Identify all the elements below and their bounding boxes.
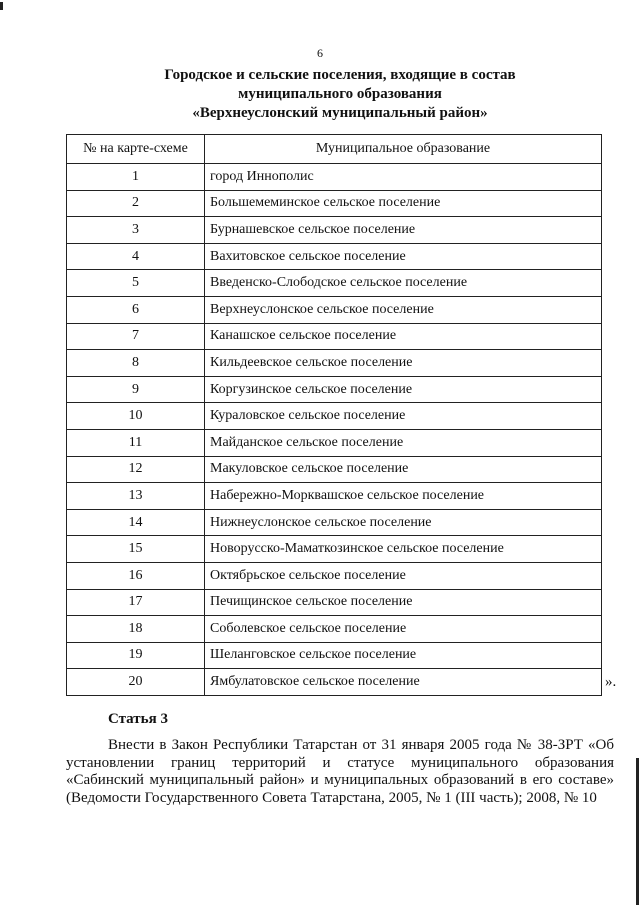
table-row bbox=[67, 243, 602, 270]
row-name: Вахитовское сельское поселение bbox=[205, 243, 602, 270]
row-number: 11 bbox=[67, 429, 205, 456]
municipality-table bbox=[66, 134, 602, 696]
title-line: Городское и сельские поселения, входящие в состав bbox=[164, 67, 516, 83]
table-row bbox=[67, 350, 602, 377]
row-name: Октябрьское сельское поселение bbox=[205, 562, 602, 589]
title-line: муниципального образования bbox=[238, 86, 442, 102]
row-name: Большемеминское сельское поселение bbox=[205, 190, 602, 217]
table-row bbox=[67, 642, 602, 669]
title-line: «Верхнеуслонский муниципальный район» bbox=[192, 105, 488, 121]
table-row bbox=[67, 376, 602, 403]
table-row bbox=[67, 483, 602, 510]
row-number: 2 bbox=[67, 190, 205, 217]
row-name: город Иннополис bbox=[205, 164, 602, 191]
table-row bbox=[67, 429, 602, 456]
row-name: Набережно-Морквашское сельское поселение bbox=[205, 483, 602, 510]
row-number: 10 bbox=[67, 403, 205, 430]
table-row bbox=[67, 562, 602, 589]
row-number: 5 bbox=[67, 270, 205, 297]
row-number: 18 bbox=[67, 616, 205, 643]
row-name: Канашское сельское поселение bbox=[205, 323, 602, 350]
row-name: Нижнеуслонское сельское поселение bbox=[205, 509, 602, 536]
table-row bbox=[67, 589, 602, 616]
table-row bbox=[67, 296, 602, 323]
row-number: 7 bbox=[67, 323, 205, 350]
row-number: 3 bbox=[67, 217, 205, 244]
row-number: 1 bbox=[67, 164, 205, 191]
row-name: Новорусско-Маматкозинское сельское поселение bbox=[205, 536, 602, 563]
row-name: Бурнашевское сельское поселение bbox=[205, 217, 602, 244]
document-title bbox=[60, 66, 620, 123]
row-name: Майданское сельское поселение bbox=[205, 429, 602, 456]
row-number: 19 bbox=[67, 642, 205, 669]
row-number: 8 bbox=[67, 350, 205, 377]
row-number: 9 bbox=[67, 376, 205, 403]
table-row bbox=[67, 323, 602, 350]
header-municipality: Муниципальное образование bbox=[205, 135, 602, 164]
row-number: 13 bbox=[67, 483, 205, 510]
table-row bbox=[67, 217, 602, 244]
row-number: 6 bbox=[67, 296, 205, 323]
row-name: Кильдеевское сельское поселение bbox=[205, 350, 602, 377]
table-row bbox=[67, 509, 602, 536]
row-name: Введенско-Слободское сельское поселение bbox=[205, 270, 602, 297]
row-number: 4 bbox=[67, 243, 205, 270]
table-header-row bbox=[67, 135, 602, 164]
row-number: 16 bbox=[67, 562, 205, 589]
row-name: Верхнеуслонское сельское поселение bbox=[205, 296, 602, 323]
header-map-number: № на карте-схеме bbox=[67, 135, 205, 164]
table-row bbox=[67, 616, 602, 643]
row-number: 15 bbox=[67, 536, 205, 563]
table-row bbox=[67, 456, 602, 483]
row-number: 12 bbox=[67, 456, 205, 483]
row-number: 20 bbox=[67, 669, 205, 696]
row-name: Соболевское сельское поселение bbox=[205, 616, 602, 643]
row-number: 17 bbox=[67, 589, 205, 616]
row-name: Шеланговское сельское поселение bbox=[205, 642, 602, 669]
row-name: Ямбулатовское сельское поселение bbox=[205, 669, 602, 696]
article-heading: Статья 3 bbox=[108, 711, 168, 727]
row-name: Коргузинское сельское поселение bbox=[205, 376, 602, 403]
table-row bbox=[67, 669, 602, 696]
table-row bbox=[67, 536, 602, 563]
article-paragraph: Внести в Закон Республики Татарстан от 31 января 2005 года № 38-ЗРТ «Об установлении границ территорий и статусе муниципального образования «Сабинский муниципальный район» и муниципальных образований в его составе» (Ведомости Государственного Совета Татарстана, 2005, № 1 (III часть); 2008, № 10 bbox=[66, 737, 614, 806]
table-row bbox=[67, 190, 602, 217]
row-name: Кураловское сельское поселение bbox=[205, 403, 602, 430]
scan-edge-mark bbox=[636, 758, 639, 905]
closing-quote: ». bbox=[605, 674, 617, 690]
row-number: 14 bbox=[67, 509, 205, 536]
row-name: Макуловское сельское поселение bbox=[205, 456, 602, 483]
table-row bbox=[67, 403, 602, 430]
row-name: Печищинское сельское поселение bbox=[205, 589, 602, 616]
table-row bbox=[67, 164, 602, 191]
scan-corner-mark bbox=[0, 2, 3, 10]
page-number: 6 bbox=[317, 46, 323, 60]
table-row bbox=[67, 270, 602, 297]
